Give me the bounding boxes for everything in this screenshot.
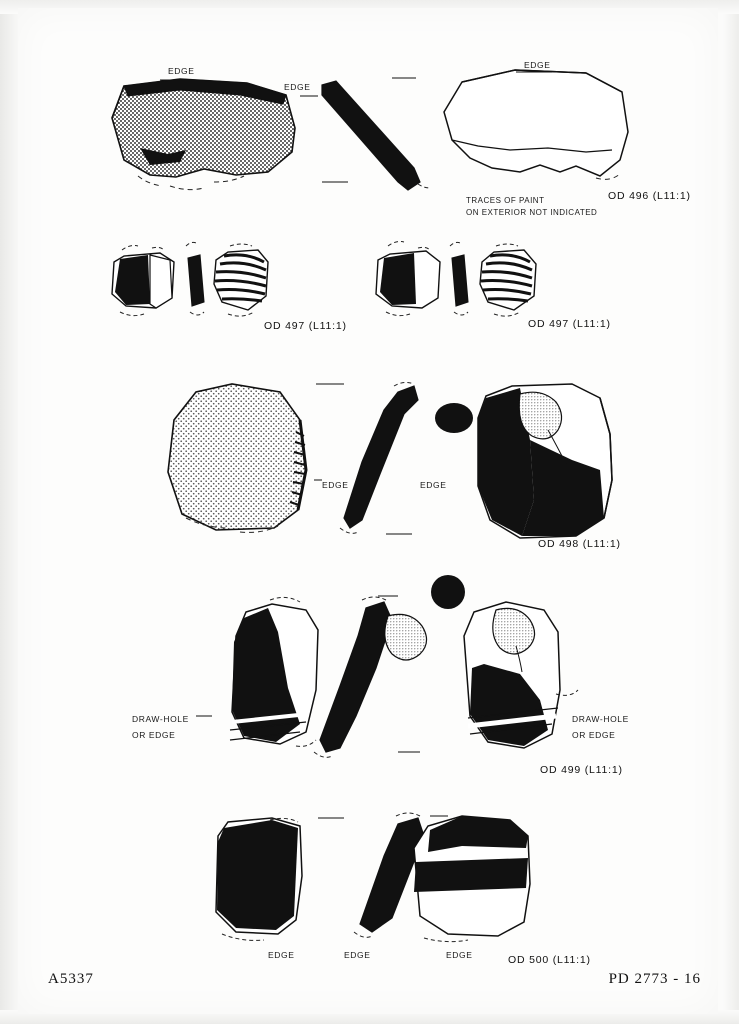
caption-edge-1: EDGE [168,66,195,76]
sherd-od500-right [414,816,530,942]
sherd-od498-left [168,384,322,532]
sherd-od497-left-b [214,244,268,316]
sherd-od497-right-b [480,244,536,316]
profile-od497-left [186,242,204,315]
caption-drawhole-left-line1: DRAW-HOLE [132,714,189,724]
profile-od498 [316,382,473,534]
caption-edge-7: EDGE [344,950,371,960]
sherd-od499-left [196,597,318,746]
caption-edge-4: EDGE [322,480,349,490]
caption-paint-note-line2: ON EXTERIOR NOT INDICATED [466,208,598,217]
caption-paint-note-line1: TRACES OF PAINT [466,196,545,205]
plate-number: PD 2773 - 16 [608,971,701,987]
caption-edge-3: EDGE [524,60,551,70]
caption-edge-2: EDGE [284,82,311,92]
caption-edge-5: EDGE [420,480,447,490]
label-od497-left: OD 497 (L11:1) [264,320,347,332]
archive-number: A5337 [48,971,94,987]
sherd-od496-left [112,79,295,190]
sherd-od497-left-a [112,246,174,316]
sherd-od500-left [216,818,344,940]
sherd-od498-right [478,384,612,538]
caption-drawhole-right-line1: DRAW-HOLE [572,714,629,724]
profile-od496 [300,78,430,190]
label-od497-right: OD 497 (L11:1) [528,318,611,330]
label-od499: OD 499 (L11:1) [540,764,623,776]
caption-drawhole-right-line2: OR EDGE [572,730,616,740]
label-od496: OD 496 (L11:1) [608,190,691,202]
sherd-od497-right-a [376,242,440,316]
caption-edge-8: EDGE [446,950,473,960]
sherd-od499-right [464,602,578,748]
profile-od497-right [450,242,468,315]
profile-od499 [314,575,465,757]
caption-drawhole-left-line2: OR EDGE [132,730,176,740]
label-od500: OD 500 (L11:1) [508,954,591,966]
caption-edge-6: EDGE [268,950,295,960]
label-od498: OD 498 (L11:1) [538,538,621,550]
sherd-od496-right [444,70,628,179]
